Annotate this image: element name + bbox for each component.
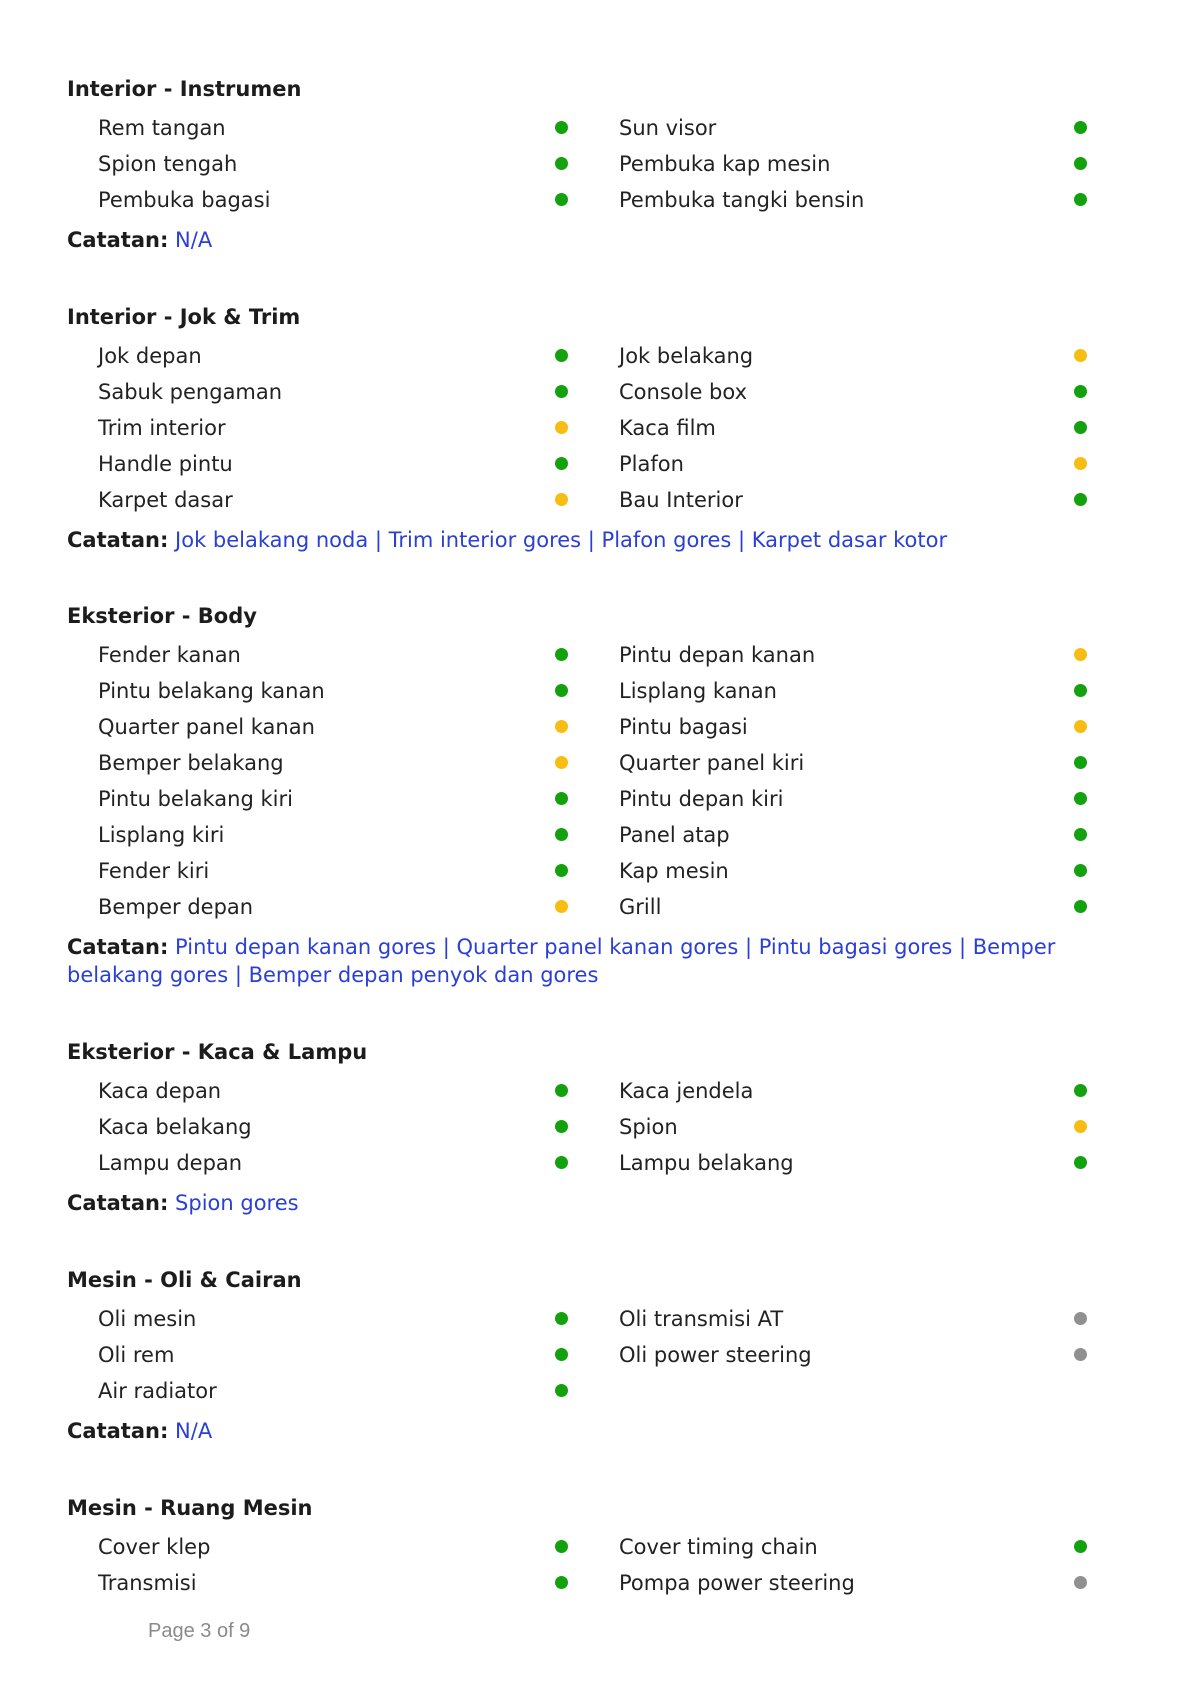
status-dot-icon <box>555 157 568 170</box>
checklist-row <box>67 1145 1157 1181</box>
checklist-row <box>67 1073 1157 1109</box>
item-label: Sabuk pengaman <box>98 380 283 404</box>
status-dot-icon <box>1074 385 1087 398</box>
item-label: Pembuka bagasi <box>98 188 271 212</box>
page-number: Page 3 of 9 <box>148 1620 251 1642</box>
item-label: Quarter panel kiri <box>619 751 805 775</box>
checklist-row <box>67 781 1157 817</box>
note-label: Catatan: <box>67 528 169 552</box>
item-label: Pintu depan kiri <box>619 787 784 811</box>
status-dot-icon <box>1074 121 1087 134</box>
item-label: Lampu depan <box>98 1151 243 1175</box>
status-dot-icon <box>555 648 568 661</box>
status-dot-icon <box>1074 900 1087 913</box>
item-label: Karpet dasar <box>98 488 233 512</box>
status-dot-icon <box>555 421 568 434</box>
item-label: Trim interior <box>98 416 226 440</box>
note-label: Catatan: <box>67 228 169 252</box>
item-label: Kaca jendela <box>619 1079 754 1103</box>
checklist-row <box>67 745 1157 781</box>
status-dot-icon <box>555 121 568 134</box>
item-label: Handle pintu <box>98 452 233 476</box>
item-label: Lampu belakang <box>619 1151 794 1175</box>
status-dot-icon <box>555 493 568 506</box>
status-dot-icon <box>1074 421 1087 434</box>
status-dot-icon <box>555 900 568 913</box>
status-dot-icon <box>1074 349 1087 362</box>
checklist-row <box>67 637 1157 673</box>
status-dot-icon <box>555 385 568 398</box>
note-text: N/A <box>175 228 213 252</box>
status-dot-icon <box>1074 1312 1087 1325</box>
item-label: Lisplang kiri <box>98 823 225 847</box>
status-dot-icon <box>1074 792 1087 805</box>
section-note <box>67 226 1152 254</box>
item-label: Spion tengah <box>98 152 238 176</box>
status-dot-icon <box>1074 493 1087 506</box>
item-label: Bemper belakang <box>98 751 284 775</box>
checklist-row <box>67 817 1157 853</box>
status-dot-icon <box>555 349 568 362</box>
checklist-row <box>67 1529 1157 1565</box>
status-dot-icon <box>555 828 568 841</box>
checklist-row <box>67 709 1157 745</box>
status-dot-icon <box>555 193 568 206</box>
checklist-row <box>67 1565 1157 1601</box>
status-dot-icon <box>555 756 568 769</box>
section-eksterior-body <box>67 601 1157 989</box>
status-dot-icon <box>1074 648 1087 661</box>
item-label: Lisplang kanan <box>619 679 777 703</box>
checklist-row <box>67 673 1157 709</box>
item-label: Kaca depan <box>98 1079 222 1103</box>
status-dot-icon <box>1074 720 1087 733</box>
checklist-grid <box>67 1529 1157 1601</box>
status-dot-icon <box>1074 1084 1087 1097</box>
checklist-row <box>67 1301 1157 1337</box>
item-label: Cover timing chain <box>619 1535 818 1559</box>
status-dot-icon <box>1074 157 1087 170</box>
status-dot-icon <box>1074 756 1087 769</box>
checklist-row <box>67 1373 1157 1409</box>
item-label: Pintu bagasi <box>619 715 748 739</box>
checklist-row <box>67 110 1157 146</box>
status-dot-icon <box>1074 1156 1087 1169</box>
status-dot-icon <box>555 1576 568 1589</box>
item-label: Sun visor <box>619 116 717 140</box>
status-dot-icon <box>555 684 568 697</box>
section-interior-instrumen <box>67 74 1157 254</box>
checklist-grid <box>67 1301 1157 1409</box>
checklist-row <box>67 1109 1157 1145</box>
checklist-row <box>67 410 1157 446</box>
item-label: Fender kiri <box>98 859 210 883</box>
checklist-row <box>67 146 1157 182</box>
item-label: Panel atap <box>619 823 730 847</box>
section-title: Interior - Jok & Trim <box>67 305 301 329</box>
item-label: Bau Interior <box>619 488 743 512</box>
status-dot-icon <box>555 1156 568 1169</box>
item-label: Console box <box>619 380 747 404</box>
item-label: Pompa power steering <box>619 1571 855 1595</box>
item-label: Pembuka tangki bensin <box>619 188 865 212</box>
item-label: Pintu belakang kiri <box>98 787 293 811</box>
checklist-grid <box>67 110 1157 218</box>
item-label: Plafon <box>619 452 684 476</box>
status-dot-icon <box>1074 1540 1087 1553</box>
section-note <box>67 1189 1152 1217</box>
status-dot-icon <box>555 1348 568 1361</box>
note-text: N/A <box>175 1419 213 1443</box>
item-label: Grill <box>619 895 662 919</box>
status-dot-icon <box>555 1120 568 1133</box>
item-label: Oli mesin <box>98 1307 197 1331</box>
item-label: Pintu depan kanan <box>619 643 816 667</box>
status-dot-icon <box>1074 193 1087 206</box>
note-label: Catatan: <box>67 935 169 959</box>
checklist-grid <box>67 637 1157 925</box>
status-dot-icon <box>555 720 568 733</box>
checklist-row <box>67 889 1157 925</box>
status-dot-icon <box>1074 828 1087 841</box>
item-label: Cover klep <box>98 1535 211 1559</box>
checklist-row <box>67 374 1157 410</box>
checklist-grid <box>67 1073 1157 1181</box>
status-dot-icon <box>555 1384 568 1397</box>
section-title: Eksterior - Kaca & Lampu <box>67 1040 368 1064</box>
item-label: Fender kanan <box>98 643 241 667</box>
section-eksterior-kaca-lampu <box>67 1037 1157 1217</box>
item-label: Pintu belakang kanan <box>98 679 325 703</box>
section-title: Mesin - Ruang Mesin <box>67 1496 313 1520</box>
item-label: Bemper depan <box>98 895 254 919</box>
checklist-row <box>67 338 1157 374</box>
item-label: Kaca film <box>619 416 716 440</box>
note-text: Jok belakang noda | Trim interior gores | Plafon gores | Karpet dasar kotor <box>175 528 948 552</box>
status-dot-icon <box>1074 1348 1087 1361</box>
item-label: Kap mesin <box>619 859 729 883</box>
checklist-row <box>67 482 1157 518</box>
item-label: Kaca belakang <box>98 1115 252 1139</box>
section-mesin-oli-cairan <box>67 1265 1157 1445</box>
note-label: Catatan: <box>67 1419 169 1443</box>
item-label: Spion <box>619 1115 678 1139</box>
status-dot-icon <box>1074 684 1087 697</box>
item-label: Oli rem <box>98 1343 175 1367</box>
status-dot-icon <box>555 792 568 805</box>
item-label: Jok belakang <box>619 344 754 368</box>
item-label: Transmisi <box>98 1571 197 1595</box>
item-label: Pembuka kap mesin <box>619 152 831 176</box>
item-label: Air radiator <box>98 1379 217 1403</box>
section-mesin-ruang-mesin <box>67 1493 1157 1601</box>
status-dot-icon <box>555 1084 568 1097</box>
status-dot-icon <box>555 864 568 877</box>
checklist-row <box>67 182 1157 218</box>
checklist-grid <box>67 338 1157 518</box>
status-dot-icon <box>555 457 568 470</box>
status-dot-icon <box>555 1540 568 1553</box>
section-interior-jok-trim <box>67 302 1157 554</box>
note-label: Catatan: <box>67 1191 169 1215</box>
note-text: Spion gores <box>175 1191 299 1215</box>
checklist-row <box>67 853 1157 889</box>
checklist-row <box>67 1337 1157 1373</box>
item-label: Oli power steering <box>619 1343 812 1367</box>
status-dot-icon <box>1074 1576 1087 1589</box>
item-label: Rem tangan <box>98 116 226 140</box>
section-note <box>67 933 1152 989</box>
item-label: Quarter panel kanan <box>98 715 315 739</box>
item-label: Jok depan <box>98 344 202 368</box>
section-note <box>67 1417 1152 1445</box>
note-text: Pintu depan kanan gores | Quarter panel kanan gores | Pintu bagasi gores | Bemper belakang gores | Bemper depan penyok dan gores <box>67 935 1056 987</box>
section-title: Eksterior - Body <box>67 604 257 628</box>
item-label: Oli transmisi AT <box>619 1307 784 1331</box>
section-title: Mesin - Oli & Cairan <box>67 1268 302 1292</box>
status-dot-icon <box>1074 864 1087 877</box>
status-dot-icon <box>1074 1120 1087 1133</box>
checklist-row <box>67 446 1157 482</box>
section-title: Interior - Instrumen <box>67 77 302 101</box>
status-dot-icon <box>1074 457 1087 470</box>
status-dot-icon <box>555 1312 568 1325</box>
section-note <box>67 526 1152 554</box>
